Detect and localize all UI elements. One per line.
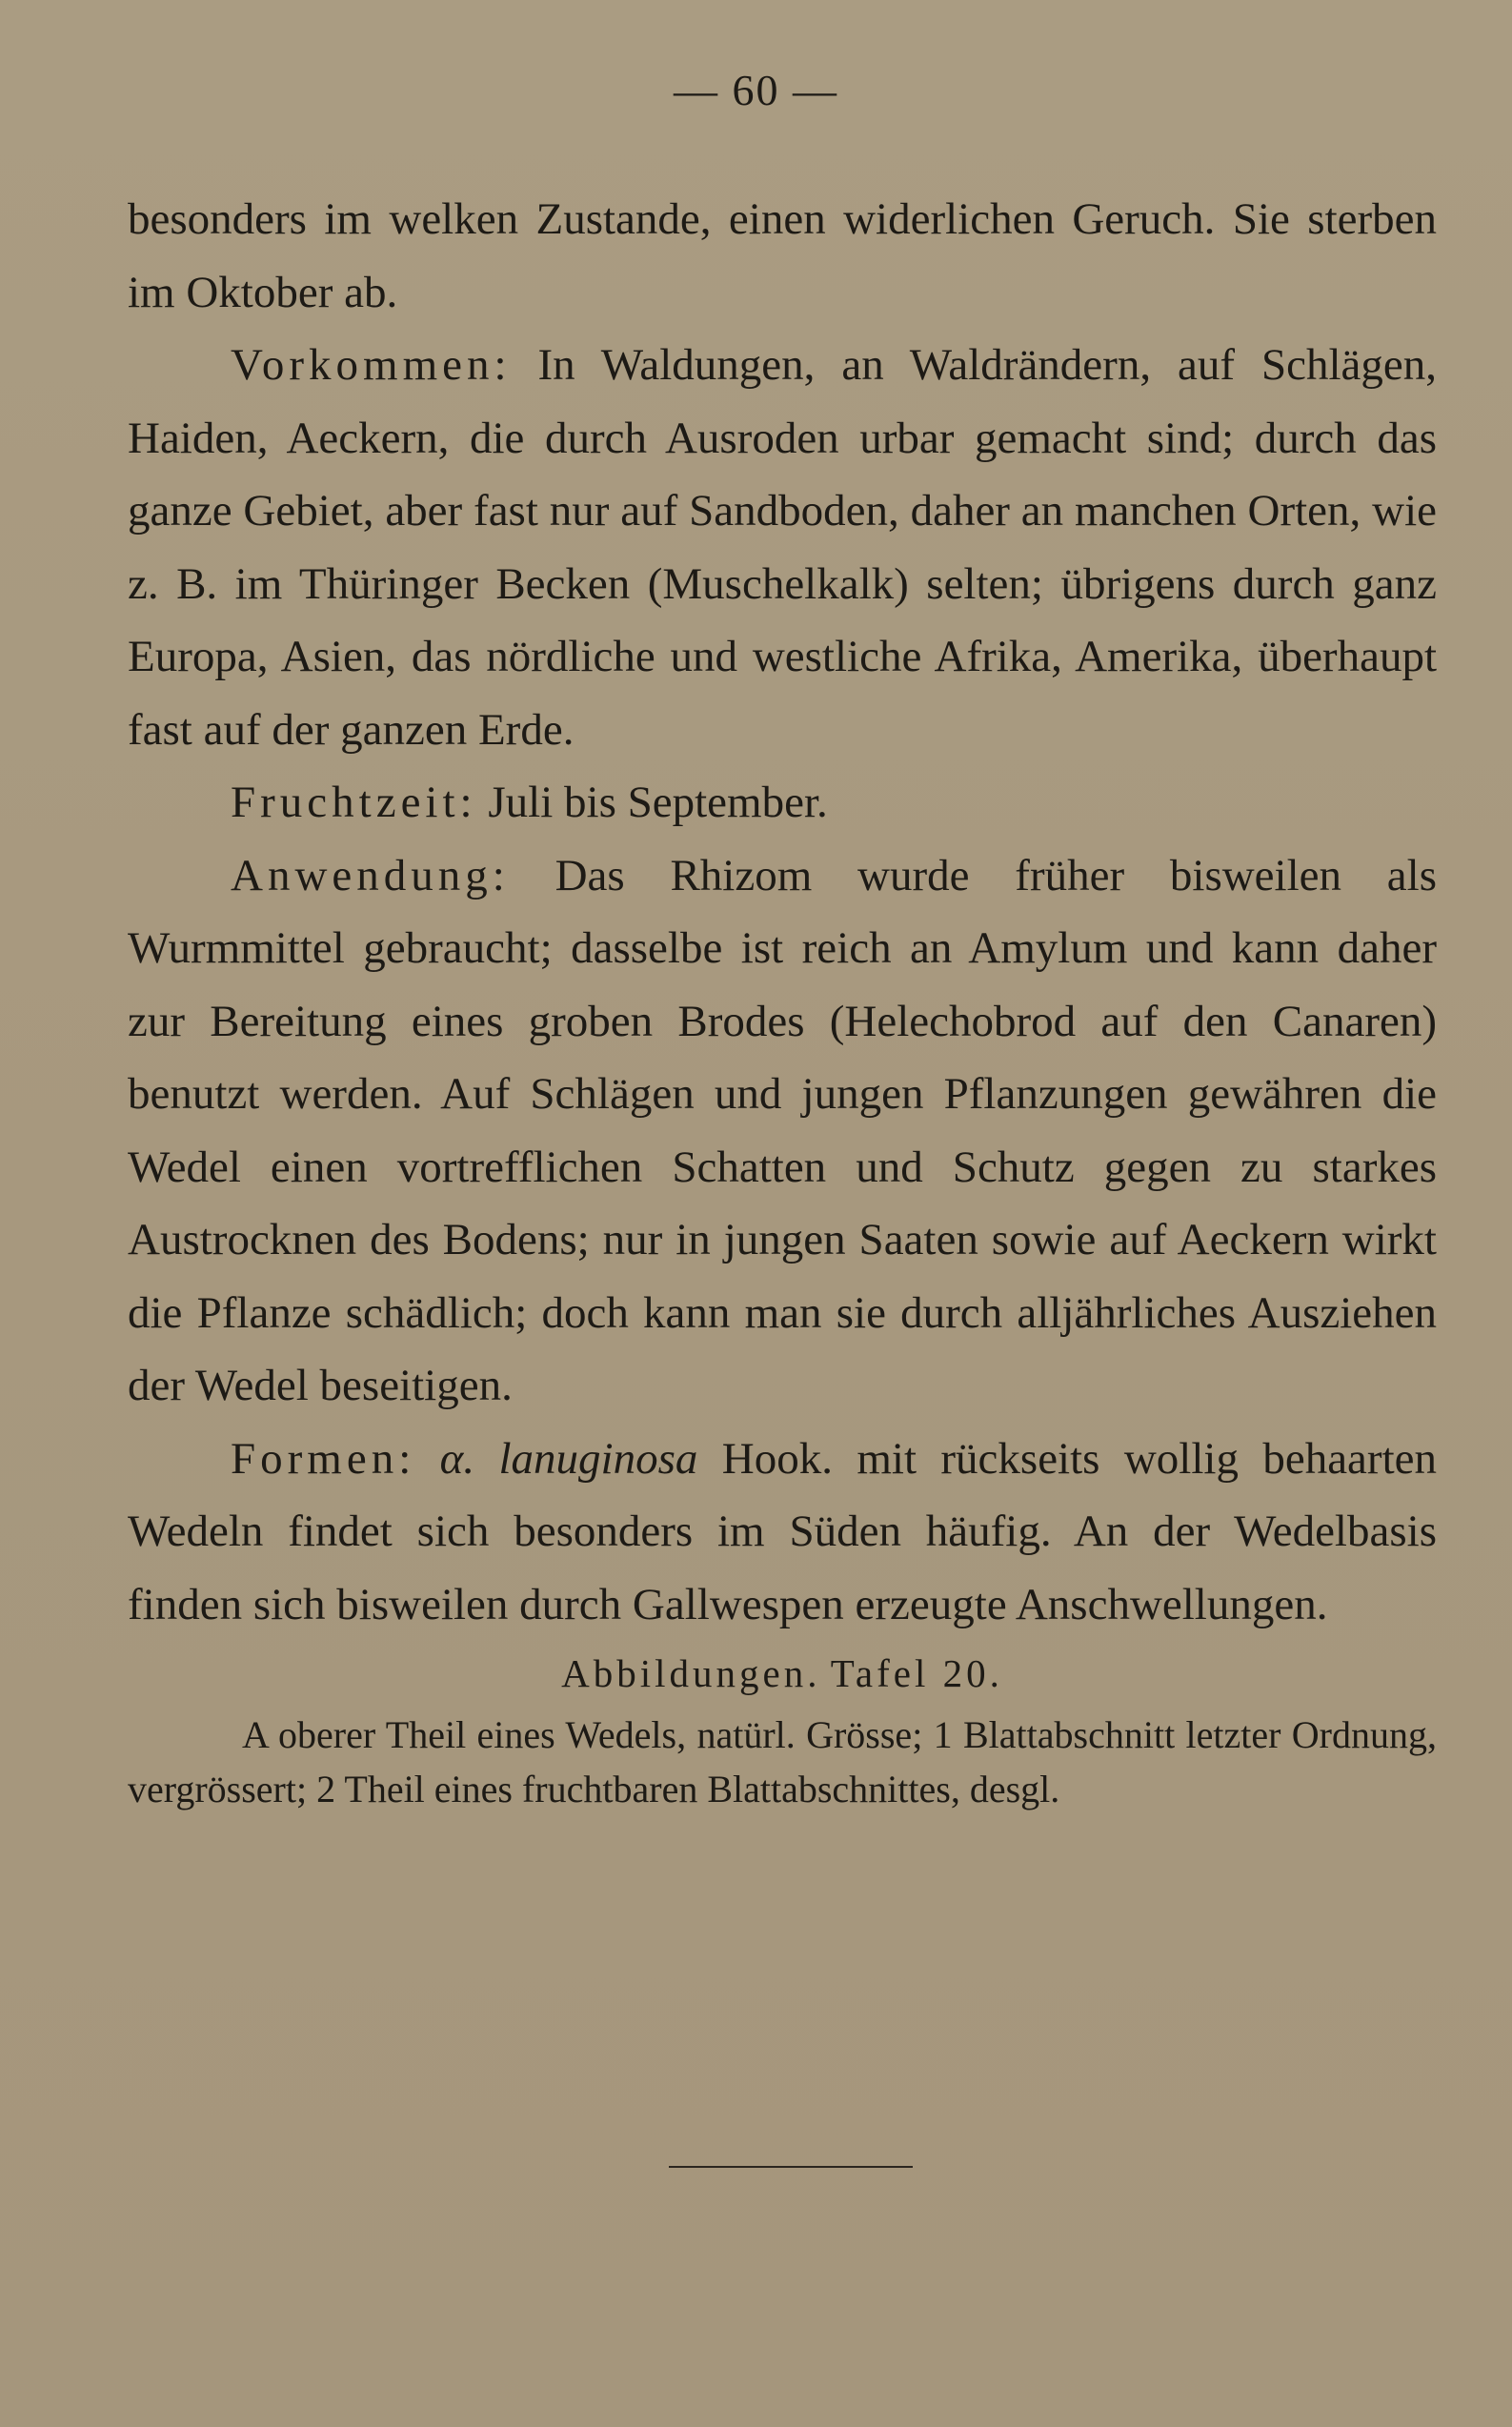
body-text bbox=[128, 183, 1437, 1816]
figures-heading bbox=[128, 1645, 1437, 1702]
paragraph-text: Juli bis September. bbox=[476, 778, 828, 827]
paragraph-continuation bbox=[128, 183, 1437, 329]
paragraph-fruchtzeit bbox=[128, 766, 1437, 839]
paragraph-formen bbox=[128, 1423, 1437, 1642]
page-number: — 60 — bbox=[674, 66, 838, 114]
figures-heading-label: Abbildungen. bbox=[561, 1651, 821, 1695]
figures-caption: A oberer Theil eines Wedels, natürl. Grösse; 1 Blattabschnitt letzter Ordnung, vergrössert; 2 Theil eines fruchtbaren Blattabschnittes, desgl. bbox=[128, 1713, 1437, 1810]
section-label-formen: Formen: bbox=[231, 1433, 416, 1484]
paragraph-text: Das Rhizom wurde früher bisweilen als Wurmmittel gebraucht; dasselbe ist reich an Amylum und kann daher zur Bereitung eines groben Brodes (Helechobrod auf den Canaren) benutzt werden. Auf Schlägen und jungen Pflanzungen gewähren die Wedel einen vortrefflichen Schatten und Schutz gegen zu starkes Austrocknen des Bodens; nur in jungen Saaten sowie auf Aeckern wirkt die Pflanze schädlich; doch kann man sie durch alljährliches Ausziehen der Wedel beseitigen. bbox=[128, 850, 1437, 1410]
figures-plate-number: Tafel 20. bbox=[830, 1651, 1003, 1695]
paragraph-text: Hook. mit rückseits wollig behaarten Wedeln findet sich besonders im Süden häufig. An der Wedelbasis finden sich bisweilen durch Gallwespen erzeugte Anschwellungen. bbox=[128, 1433, 1437, 1629]
taxon-name: α. lanuginosa bbox=[415, 1433, 698, 1484]
section-label-anwendung: Anwendung: bbox=[231, 850, 510, 900]
section-label-fruchtzeit: Fruchtzeit: bbox=[231, 778, 477, 827]
section-label-vorkommen: Vorkommen: bbox=[231, 340, 512, 390]
paragraph-anwendung bbox=[128, 839, 1437, 1423]
paragraph-text: besonders im welken Zustande, einen widerlichen Geruch. Sie sterben im Oktober ab. bbox=[128, 194, 1437, 317]
paragraph-text: In Waldungen, an Waldrändern, auf Schlägen, Haiden, Aeckern, die durch Ausroden urbar gemacht sind; durch das ganze Gebiet, aber fast nur auf Sandboden, daher an manchen Orten, wie z. B. im Thüringer Becken (Muschelkalk) selten; übrigens durch ganz Europa, Asien, das nördliche und westliche Afrika, Amerika, überhaupt fast auf der ganzen Erde. bbox=[128, 340, 1437, 755]
paragraph-vorkommen bbox=[128, 329, 1437, 766]
end-rule bbox=[669, 2166, 913, 2168]
